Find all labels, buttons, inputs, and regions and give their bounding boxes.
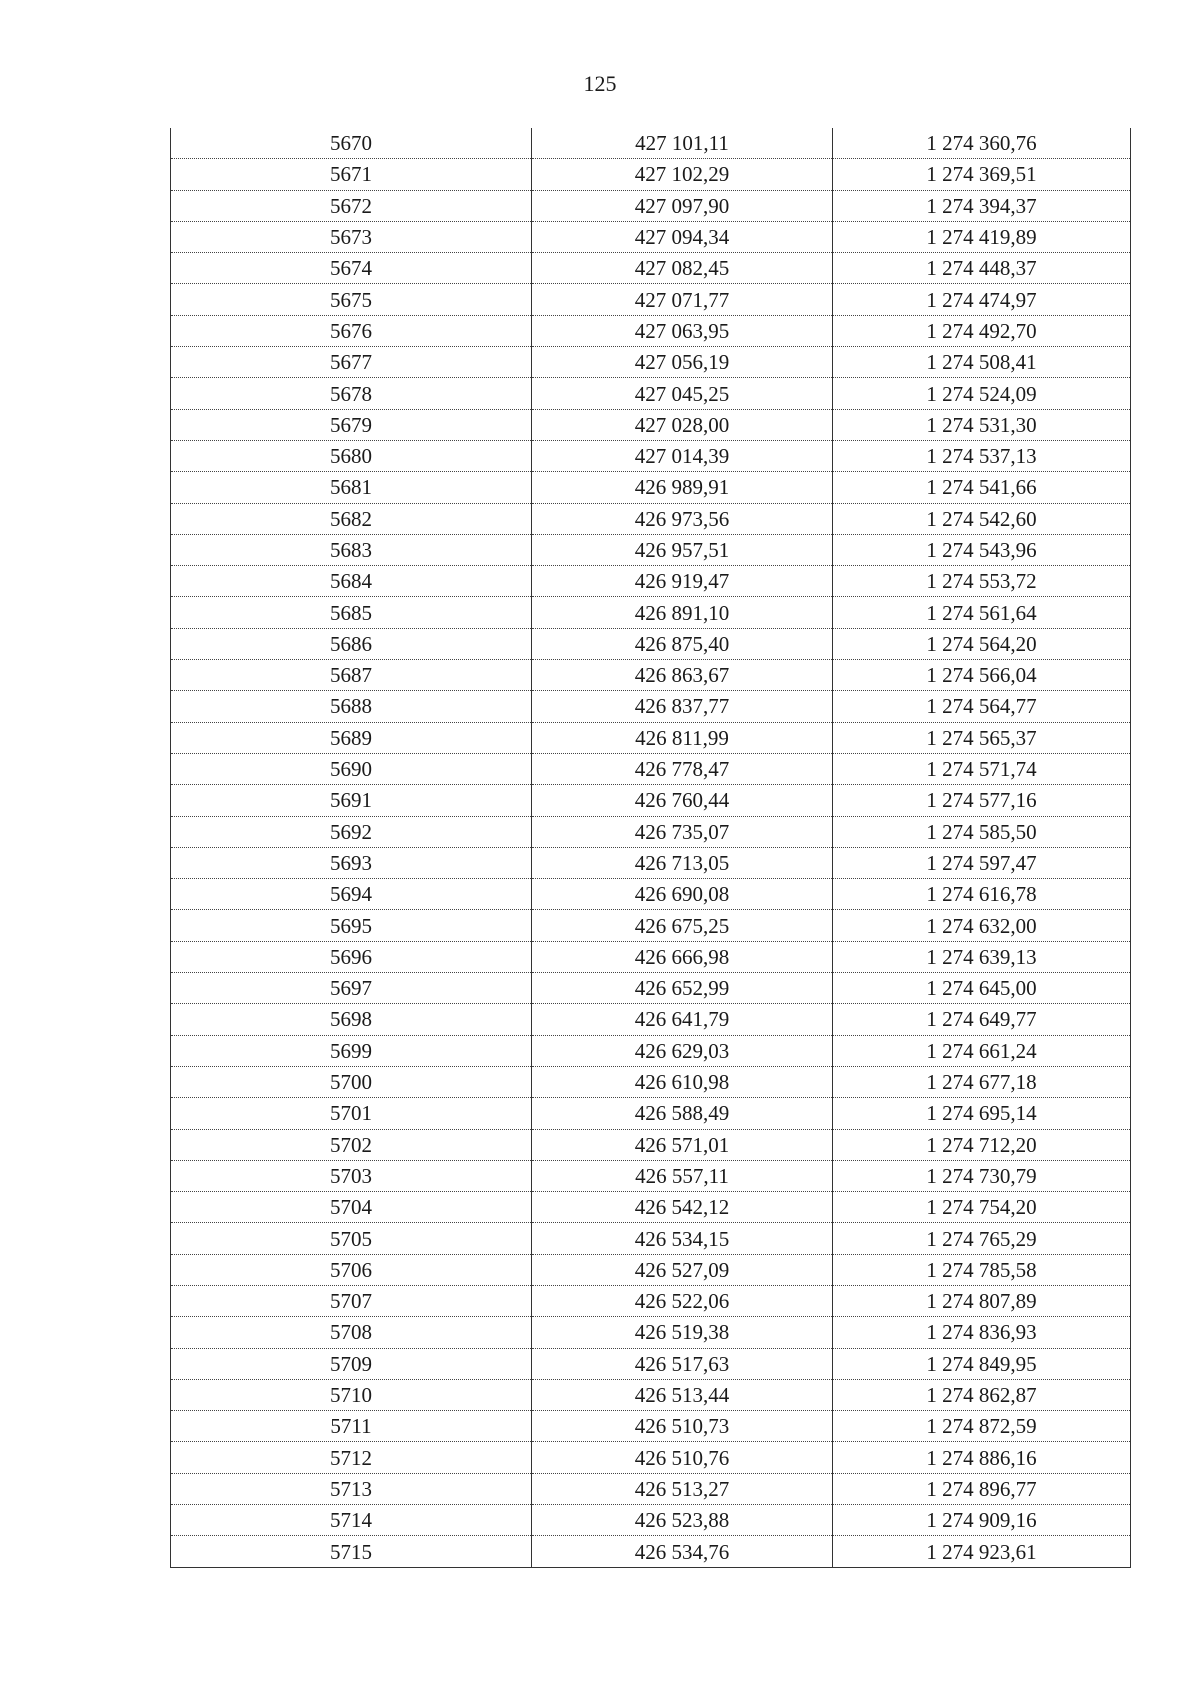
table-row xyxy=(171,1254,1131,1285)
table-row xyxy=(171,1473,1131,1504)
table-row xyxy=(171,1035,1131,1066)
table-row xyxy=(171,753,1131,784)
table-row xyxy=(171,347,1131,378)
table-row xyxy=(171,1285,1131,1316)
point-number-cell: 5683 xyxy=(171,534,532,565)
point-number-cell: 5705 xyxy=(171,1223,532,1254)
point-number-cell: 5708 xyxy=(171,1317,532,1348)
x-coordinate-cell: 426 919,47 xyxy=(532,566,833,597)
point-number-cell: 5707 xyxy=(171,1285,532,1316)
x-coordinate-cell: 426 863,67 xyxy=(532,660,833,691)
x-coordinate-cell: 426 510,73 xyxy=(532,1411,833,1442)
y-coordinate-cell: 1 274 616,78 xyxy=(833,879,1131,910)
table-row xyxy=(171,1192,1131,1223)
x-coordinate-cell: 426 534,76 xyxy=(532,1536,833,1567)
point-number-cell: 5670 xyxy=(171,128,532,159)
x-coordinate-cell: 426 641,79 xyxy=(532,1004,833,1035)
x-coordinate-cell: 426 522,06 xyxy=(532,1285,833,1316)
x-coordinate-cell: 426 534,15 xyxy=(532,1223,833,1254)
y-coordinate-cell: 1 274 649,77 xyxy=(833,1004,1131,1035)
x-coordinate-cell: 426 513,44 xyxy=(532,1379,833,1410)
y-coordinate-cell: 1 274 923,61 xyxy=(833,1536,1131,1567)
y-coordinate-cell: 1 274 597,47 xyxy=(833,847,1131,878)
point-number-cell: 5711 xyxy=(171,1411,532,1442)
x-coordinate-cell: 426 557,11 xyxy=(532,1160,833,1191)
table-row xyxy=(171,1129,1131,1160)
table-row xyxy=(171,128,1131,159)
table-row xyxy=(171,1317,1131,1348)
table-row xyxy=(171,534,1131,565)
x-coordinate-cell: 427 082,45 xyxy=(532,253,833,284)
y-coordinate-cell: 1 274 531,30 xyxy=(833,409,1131,440)
x-coordinate-cell: 426 837,77 xyxy=(532,691,833,722)
point-number-cell: 5676 xyxy=(171,315,532,346)
table-row xyxy=(171,284,1131,315)
x-coordinate-cell: 426 610,98 xyxy=(532,1066,833,1097)
x-coordinate-cell: 426 666,98 xyxy=(532,941,833,972)
table-row xyxy=(171,221,1131,252)
x-coordinate-cell: 426 510,76 xyxy=(532,1442,833,1473)
table-row xyxy=(171,816,1131,847)
point-number-cell: 5692 xyxy=(171,816,532,847)
y-coordinate-cell: 1 274 541,66 xyxy=(833,472,1131,503)
y-coordinate-cell: 1 274 524,09 xyxy=(833,378,1131,409)
table-row xyxy=(171,941,1131,972)
y-coordinate-cell: 1 274 537,13 xyxy=(833,440,1131,471)
table-row xyxy=(171,1223,1131,1254)
y-coordinate-cell: 1 274 639,13 xyxy=(833,941,1131,972)
x-coordinate-cell: 426 571,01 xyxy=(532,1129,833,1160)
y-coordinate-cell: 1 274 862,87 xyxy=(833,1379,1131,1410)
table-row xyxy=(171,597,1131,628)
point-number-cell: 5704 xyxy=(171,1192,532,1223)
point-number-cell: 5680 xyxy=(171,440,532,471)
x-coordinate-cell: 427 097,90 xyxy=(532,190,833,221)
y-coordinate-cell: 1 274 577,16 xyxy=(833,785,1131,816)
point-number-cell: 5684 xyxy=(171,566,532,597)
point-number-cell: 5689 xyxy=(171,722,532,753)
point-number-cell: 5703 xyxy=(171,1160,532,1191)
x-coordinate-cell: 426 735,07 xyxy=(532,816,833,847)
y-coordinate-cell: 1 274 585,50 xyxy=(833,816,1131,847)
y-coordinate-cell: 1 274 571,74 xyxy=(833,753,1131,784)
table-row xyxy=(171,159,1131,190)
x-coordinate-cell: 426 675,25 xyxy=(532,910,833,941)
y-coordinate-cell: 1 274 896,77 xyxy=(833,1473,1131,1504)
point-number-cell: 5679 xyxy=(171,409,532,440)
y-coordinate-cell: 1 274 807,89 xyxy=(833,1285,1131,1316)
y-coordinate-cell: 1 274 765,29 xyxy=(833,1223,1131,1254)
point-number-cell: 5690 xyxy=(171,753,532,784)
point-number-cell: 5697 xyxy=(171,973,532,1004)
point-number-cell: 5695 xyxy=(171,910,532,941)
x-coordinate-cell: 426 973,56 xyxy=(532,503,833,534)
y-coordinate-cell: 1 274 369,51 xyxy=(833,159,1131,190)
x-coordinate-cell: 426 519,38 xyxy=(532,1317,833,1348)
point-number-cell: 5678 xyxy=(171,378,532,409)
table-row xyxy=(171,847,1131,878)
y-coordinate-cell: 1 274 632,00 xyxy=(833,910,1131,941)
x-coordinate-cell: 426 527,09 xyxy=(532,1254,833,1285)
table-row xyxy=(171,1536,1131,1567)
point-number-cell: 5688 xyxy=(171,691,532,722)
x-coordinate-cell: 426 891,10 xyxy=(532,597,833,628)
table-row xyxy=(171,253,1131,284)
point-number-cell: 5681 xyxy=(171,472,532,503)
x-coordinate-cell: 426 517,63 xyxy=(532,1348,833,1379)
x-coordinate-cell: 427 094,34 xyxy=(532,221,833,252)
x-coordinate-cell: 427 014,39 xyxy=(532,440,833,471)
table-row xyxy=(171,910,1131,941)
table-row xyxy=(171,879,1131,910)
x-coordinate-cell: 426 523,88 xyxy=(532,1505,833,1536)
point-number-cell: 5673 xyxy=(171,221,532,252)
x-coordinate-cell: 426 713,05 xyxy=(532,847,833,878)
y-coordinate-cell: 1 274 872,59 xyxy=(833,1411,1131,1442)
x-coordinate-cell: 427 063,95 xyxy=(532,315,833,346)
x-coordinate-cell: 427 056,19 xyxy=(532,347,833,378)
y-coordinate-cell: 1 274 564,20 xyxy=(833,628,1131,659)
y-coordinate-cell: 1 274 712,20 xyxy=(833,1129,1131,1160)
point-number-cell: 5693 xyxy=(171,847,532,878)
point-number-cell: 5694 xyxy=(171,879,532,910)
table-row xyxy=(171,1160,1131,1191)
y-coordinate-cell: 1 274 566,04 xyxy=(833,660,1131,691)
x-coordinate-cell: 426 513,27 xyxy=(532,1473,833,1504)
point-number-cell: 5685 xyxy=(171,597,532,628)
table-row xyxy=(171,691,1131,722)
point-number-cell: 5709 xyxy=(171,1348,532,1379)
x-coordinate-cell: 426 778,47 xyxy=(532,753,833,784)
point-number-cell: 5713 xyxy=(171,1473,532,1504)
point-number-cell: 5675 xyxy=(171,284,532,315)
x-coordinate-cell: 426 760,44 xyxy=(532,785,833,816)
point-number-cell: 5696 xyxy=(171,941,532,972)
table-row xyxy=(171,628,1131,659)
x-coordinate-cell: 426 811,99 xyxy=(532,722,833,753)
x-coordinate-cell: 427 102,29 xyxy=(532,159,833,190)
point-number-cell: 5699 xyxy=(171,1035,532,1066)
y-coordinate-cell: 1 274 360,76 xyxy=(833,128,1131,159)
x-coordinate-cell: 426 989,91 xyxy=(532,472,833,503)
x-coordinate-cell: 426 542,12 xyxy=(532,1192,833,1223)
y-coordinate-cell: 1 274 564,77 xyxy=(833,691,1131,722)
table-row xyxy=(171,973,1131,1004)
x-coordinate-cell: 426 957,51 xyxy=(532,534,833,565)
x-coordinate-cell: 427 071,77 xyxy=(532,284,833,315)
y-coordinate-cell: 1 274 754,20 xyxy=(833,1192,1131,1223)
point-number-cell: 5687 xyxy=(171,660,532,691)
y-coordinate-cell: 1 274 474,97 xyxy=(833,284,1131,315)
y-coordinate-cell: 1 274 565,37 xyxy=(833,722,1131,753)
y-coordinate-cell: 1 274 492,70 xyxy=(833,315,1131,346)
point-number-cell: 5712 xyxy=(171,1442,532,1473)
table-row xyxy=(171,722,1131,753)
table-row xyxy=(171,409,1131,440)
table-row xyxy=(171,1505,1131,1536)
table-row xyxy=(171,1098,1131,1129)
x-coordinate-cell: 426 875,40 xyxy=(532,628,833,659)
table-row xyxy=(171,378,1131,409)
x-coordinate-cell: 427 101,11 xyxy=(532,128,833,159)
y-coordinate-cell: 1 274 542,60 xyxy=(833,503,1131,534)
x-coordinate-cell: 426 690,08 xyxy=(532,879,833,910)
y-coordinate-cell: 1 274 695,14 xyxy=(833,1098,1131,1129)
point-number-cell: 5677 xyxy=(171,347,532,378)
y-coordinate-cell: 1 274 886,16 xyxy=(833,1442,1131,1473)
table-row xyxy=(171,472,1131,503)
x-coordinate-cell: 426 652,99 xyxy=(532,973,833,1004)
point-number-cell: 5691 xyxy=(171,785,532,816)
y-coordinate-cell: 1 274 448,37 xyxy=(833,253,1131,284)
y-coordinate-cell: 1 274 419,89 xyxy=(833,221,1131,252)
y-coordinate-cell: 1 274 836,93 xyxy=(833,1317,1131,1348)
y-coordinate-cell: 1 274 849,95 xyxy=(833,1348,1131,1379)
y-coordinate-cell: 1 274 909,16 xyxy=(833,1505,1131,1536)
x-coordinate-cell: 427 028,00 xyxy=(532,409,833,440)
point-number-cell: 5715 xyxy=(171,1536,532,1567)
x-coordinate-cell: 426 588,49 xyxy=(532,1098,833,1129)
table-row xyxy=(171,1066,1131,1097)
coordinates-table-body xyxy=(171,128,1131,1567)
y-coordinate-cell: 1 274 561,64 xyxy=(833,597,1131,628)
table-row xyxy=(171,440,1131,471)
point-number-cell: 5702 xyxy=(171,1129,532,1160)
y-coordinate-cell: 1 274 543,96 xyxy=(833,534,1131,565)
point-number-cell: 5674 xyxy=(171,253,532,284)
point-number-cell: 5686 xyxy=(171,628,532,659)
y-coordinate-cell: 1 274 661,24 xyxy=(833,1035,1131,1066)
table-row xyxy=(171,1442,1131,1473)
y-coordinate-cell: 1 274 645,00 xyxy=(833,973,1131,1004)
y-coordinate-cell: 1 274 553,72 xyxy=(833,566,1131,597)
point-number-cell: 5698 xyxy=(171,1004,532,1035)
point-number-cell: 5706 xyxy=(171,1254,532,1285)
point-number-cell: 5714 xyxy=(171,1505,532,1536)
point-number-cell: 5710 xyxy=(171,1379,532,1410)
y-coordinate-cell: 1 274 394,37 xyxy=(833,190,1131,221)
table-row xyxy=(171,785,1131,816)
y-coordinate-cell: 1 274 730,79 xyxy=(833,1160,1131,1191)
table-row xyxy=(171,503,1131,534)
x-coordinate-cell: 426 629,03 xyxy=(532,1035,833,1066)
point-number-cell: 5671 xyxy=(171,159,532,190)
coordinates-table xyxy=(170,128,1131,1568)
point-number-cell: 5700 xyxy=(171,1066,532,1097)
page-number: 125 xyxy=(583,71,617,96)
x-coordinate-cell: 427 045,25 xyxy=(532,378,833,409)
table-row xyxy=(171,1348,1131,1379)
table-row xyxy=(171,566,1131,597)
table-row xyxy=(171,190,1131,221)
table-row xyxy=(171,660,1131,691)
y-coordinate-cell: 1 274 677,18 xyxy=(833,1066,1131,1097)
table-row xyxy=(171,1411,1131,1442)
table-row xyxy=(171,315,1131,346)
y-coordinate-cell: 1 274 508,41 xyxy=(833,347,1131,378)
point-number-cell: 5682 xyxy=(171,503,532,534)
point-number-cell: 5701 xyxy=(171,1098,532,1129)
y-coordinate-cell: 1 274 785,58 xyxy=(833,1254,1131,1285)
point-number-cell: 5672 xyxy=(171,190,532,221)
table-row xyxy=(171,1004,1131,1035)
table-row xyxy=(171,1379,1131,1410)
